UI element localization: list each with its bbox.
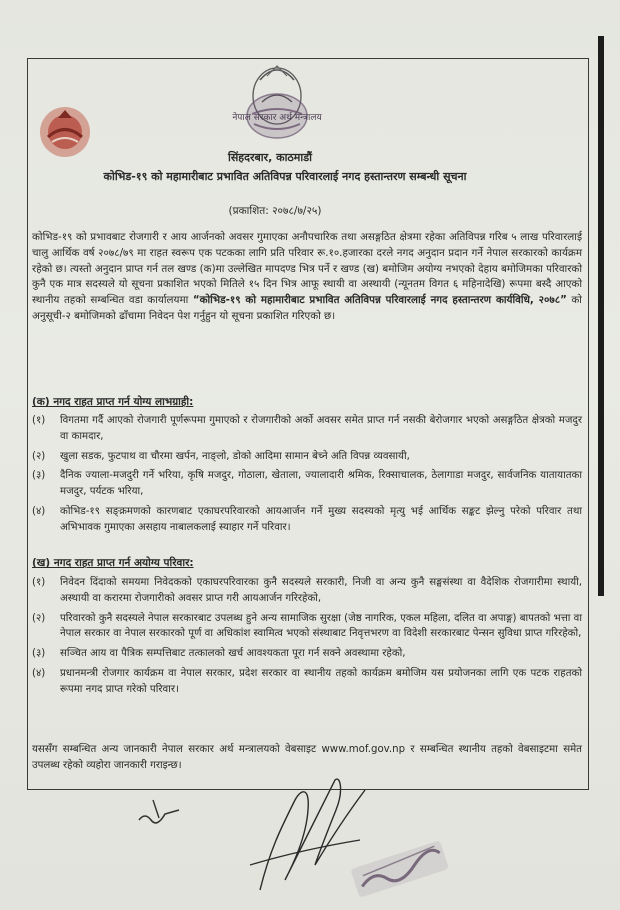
intro-text: कोभिड-१९ को प्रभावबाट रोजगारी र आय आर्जनको अवसर गुमाएका अनौपचारिक तथा असङ्गठित क्षेत्रमा रहेका अतिविपन्न गरिब ५ लाख परिवारलाई चालु आर्थिक वर्ष २०७८/७९ मा राहत स्वरूप एक पटकका लागि प्रति परिवार रू.१०.हजारका दरले नगद अनुदान प्रदान गर्ने नेपाल सरकारको कार्यक्रम रहेको छ। त्यस्तो अनुदान प्राप्त गर्न तल खण्ड (क)मा उल्लेखित मापदण्ड भित्र पर्ने र खण्ड (ख) बमोजिम अयोग्य नभएको देहाय बमोजिमका परिवारको कुनै एक मात्र सदस्यले यो सूचना प्रकाशित भएको मितिले १५ दिन भित्र आफू स्थायी वा अस्थायी (न्यूनतम विगत ६ महिनादेखि) रूपमा बस्दै आएको स्थानीय तहको सम्बन्धित वडा कार्यालयमा xyxy=(32,231,582,307)
item-number: (२) xyxy=(32,612,46,624)
item-number: (२) xyxy=(32,450,46,462)
section-a-heading: (क) नगद राहत प्राप्त गर्न योग्य लाभग्राही: xyxy=(32,396,194,408)
item-number: (१) xyxy=(32,577,46,588)
published-date: (प्रकाशित: २०७८/७/२५) xyxy=(228,205,322,217)
item-number: (४) xyxy=(32,667,46,679)
item-number: (४) xyxy=(32,505,46,517)
item-text: सञ्चित आय वा पैत्रिक सम्पत्तिबाट तत्कालको खर्च आवश्यकता पूरा गर्न सक्ने अवस्थामा रहेको, xyxy=(60,648,406,660)
item-text: दैनिक ज्याला-मजदुरी गर्ने भरिया, कृषि मजदुर, गोठाला, खेताला, ज्यालादारी श्रमिक, रिक्साचालक, ठेलागाडा मजदुर, सार्वजनिक यातायातका मजदुर, पर्यटक भरिया, xyxy=(60,470,582,498)
list-item xyxy=(32,666,582,698)
section-b-heading: (ख) नगद राहत प्राप्त गर्न अयोग्य परिवार: xyxy=(32,557,194,569)
list-item xyxy=(32,504,582,536)
seal-text: नेपाल सरकार अर्थ मन्त्रालय xyxy=(232,113,322,123)
intro-paragraph xyxy=(32,230,582,325)
contact-footnote: यससँग सम्बन्धित अन्य जानकारी नेपाल सरकार अर्थ मन्त्रालयको वेबसाइट www.mof.gov.np र सम्बन्धित स्थानीय तहको वेबसाइटमा समेत उपलब्ध रहेको व्यहोरा जानकारी गराइन्छ। xyxy=(32,744,582,771)
initial-signature-icon xyxy=(135,790,185,830)
intro-tail: को अनुसूची-२ बमोजिमको ढाँचामा निवेदन पेश गर्नुहुन यो सूचना प्रकाशित गरिएको छ। xyxy=(32,294,582,322)
item-number: (१) xyxy=(32,415,46,426)
list-item xyxy=(32,575,582,607)
ministry-address: सिंहदरबार, काठमाडौं xyxy=(228,151,312,164)
nepal-emblem-left-icon xyxy=(36,104,94,160)
item-number: (३) xyxy=(32,648,46,660)
eligible-list xyxy=(32,413,582,540)
list-item xyxy=(32,468,582,500)
notice-title: कोभिड-१९ को महामारीबाट प्रभावित अतिविपन्न परिवारलाई नगद हस्तान्तरण सम्बन्धी सूचना xyxy=(103,170,467,183)
item-text: कोभिड-१९ सङ्क्रमणको कारणबाट एकाघरपरिवारको आयआर्जन गर्ने मुख्य सदस्यको मृत्यु भई आर्थिक सङ्कट झेल्नु परेको परिवार तथा अभिभावक गुमाएका असहाय नाबालकलाई स्याहार गर्ने परिवार। xyxy=(60,505,582,533)
item-text: खुला सडक, फुटपाथ वा चौरमा खर्पन, नाङ्लो, डोको आदिमा सामान बेच्ने अति विपन्न व्यवसायी, xyxy=(60,450,410,462)
item-number: (३) xyxy=(32,470,46,482)
stamp-mark-icon xyxy=(345,840,455,900)
item-text: निवेदन दिंदाको समयमा निवेदकको एकाघरपरिवारका कुनै सदस्यले सरकारी, निजी वा अन्य कुनै सङ्घसंस्था वा वैदेशिक रोजगारीमा स्थायी, अस्थायी वा करारमा रोजगारीको अवसर प्राप्त गरी आयआर्जन गरिरहेको, xyxy=(60,577,582,604)
list-item xyxy=(32,413,582,445)
list-item xyxy=(32,646,582,662)
ineligible-list xyxy=(32,575,582,702)
procedure-name: “कोभिड-१९ को महामारीबाट प्रभावित अतिविपन्न परिवारलाई नगद हस्तान्तरण कार्यविधि, २०७८” xyxy=(192,294,567,307)
ministry-seal-icon xyxy=(232,58,322,150)
list-item xyxy=(32,449,582,465)
binding-edge xyxy=(598,36,604,596)
item-text: परिवारको कुनै सदस्यले नेपाल सरकारबाट उपलब्ध हुने अन्य सामाजिक सुरक्षा (जेष्ठ नागरिक, एकल महिला, दलित वा अपाङ्ग) बापतको भत्ता वा नेपाल सरकार वा नेपाल सरकारको पूर्ण वा अधिकांश स्वामित्व भएको संस्थाबाट निवृत्तभरण वा विदेशी सरकारबाट पेन्सन सुविधा प्राप्त गरिरहेको, xyxy=(60,612,582,640)
item-text: प्रधानमन्त्री रोजगार कार्यक्रम वा नेपाल सरकार, प्रदेश सरकार वा स्थानीय तहको कार्यक्रम बमोजिम यस प्रयोजनका लागि एक पटक राहतको रूपमा नगद प्राप्त गरेको परिवार। xyxy=(60,667,582,695)
list-item xyxy=(32,611,582,643)
item-text: विगतमा गर्दै आएको रोजगारी पूर्णरूपमा गुमाएको र रोजगारीको अर्को अवसर समेत प्राप्त गर्न नसकी बेरोजगार भएको असङ्गठित क्षेत्रको मजदुर वा कामदार, xyxy=(60,415,582,442)
